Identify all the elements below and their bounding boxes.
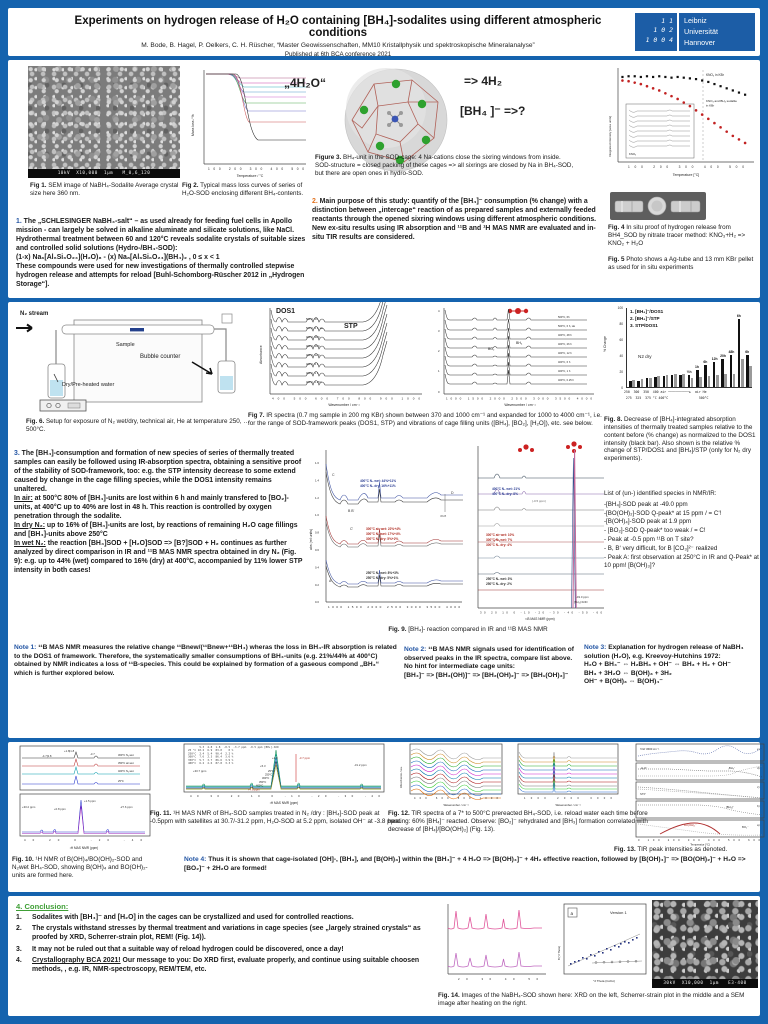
fig13-panel-b (636, 801, 764, 818)
fig14-box-a: a (570, 911, 574, 916)
svg-text:1.4: 1.4 (315, 478, 319, 483)
svg-text:0.4: 0.4 (315, 565, 319, 570)
fig7-dos1-label: DOS1 (276, 308, 296, 315)
in-wet-n2-label: In wet N₂: (14, 539, 46, 547)
fig2-caption: Fig 2. Typical mass loss curves of series of H₂O-SOD enclosing different BH₄-contents. (182, 182, 304, 197)
species-item: - Peak at -0.5 ppm ¹¹B on T site? (604, 535, 694, 543)
fig11-x-label: ¹H MAS NMR (ppm) (269, 801, 299, 805)
svg-text:BO(OH)₂⁻: BO(OH)₂⁻ (684, 823, 697, 827)
fig8-y-ticks: 100 80 60 40 20 0 (617, 306, 623, 390)
fig13-panel-c (636, 782, 764, 799)
fig11-peak-312: -31.2 ppm (354, 763, 367, 767)
svg-text:350°C air wet: 350°C air wet (118, 762, 134, 765)
fig7-high-x-label: Wavenumber / cm⁻¹ (504, 403, 536, 407)
logo-name-3: Hannover (684, 37, 716, 47)
fig2-x-ticks: 100 200 300 400 500 (208, 167, 304, 171)
fig9-letter-c: C (332, 473, 335, 477)
fig7-high-x-ticks: 1000 1500 2000 2500 3000 3500 4000 (446, 396, 592, 401)
fig5-photo (610, 192, 706, 220)
fig7-high-y-ticks (438, 309, 440, 394)
fig2-x-label: Temperature / °C (236, 174, 264, 178)
fig13-panel-a (636, 820, 764, 837)
svg-text:400°C, 1 h: 400°C, 1 h (558, 370, 571, 373)
svg-text:b): b) (757, 804, 760, 808)
fig9-letter-d: D (451, 491, 454, 495)
fig11-table-row: 25 °C 10.2 6.9 83.0 0 % (188, 748, 234, 753)
fig7-caption: Fig 7. IR spectra (0.7 mg sample in 200 mg KBr) shown between 370 and 1000 cm⁻¹ and expanded for 1000 to 4000 cm⁻¹, i.e. for the range of SOD-framework peaks (DOS1, STP) and vibrations of cage filling units ([BH₄], [BO₂], [H₂O]), etc. see below. (248, 412, 602, 427)
header-panel (8, 8, 760, 56)
section-1-number: 1. (16, 218, 22, 225)
fig4-caption: Fig. 4 In situ proof of hydrogen release from BH4_SOD by nitrate tracer method: KNO₃+H₂ => KNO₂ + H₂O (608, 224, 746, 247)
fig11-table-row: 250°C 2.4 5.4 90.4 2.2 % (188, 751, 234, 756)
svg-text:d): d) (757, 766, 760, 770)
fig13-panel-d (636, 763, 764, 780)
fig3-reaction-1: => 4H₂ (464, 74, 503, 88)
fig8-axis-row-1: 250 300 350 400 air ───────────► air He (624, 390, 707, 394)
fig14-sem-image (652, 900, 758, 988)
svg-text:4: 4 (438, 309, 440, 313)
fig14-scherrer-y-label: B (°2 Theta) (558, 946, 561, 960)
fig12-right-curves (519, 752, 617, 792)
fig12-left-x-label: Wavenumber / cm⁻¹ (443, 803, 469, 807)
fig14-scale-bar: 30kV X10,000 1μm E3-400 (652, 979, 758, 988)
fig8-y-label: % Change (602, 336, 607, 352)
fig8-n2dry-label: N2 dry (638, 354, 652, 359)
logo-bits-2: 1 0 2 (653, 26, 673, 35)
fig12-right-x-label: Wavenumber / cm⁻¹ (555, 803, 581, 807)
svg-text:400°C, 26 h: 400°C, 26 h (558, 343, 572, 346)
fig9-peak-3628: 3628 (440, 514, 447, 518)
fig8-axis-row-2: 275 325 375 °C 400°C 500°C (624, 396, 709, 400)
fig8-caption: Fig. 8. Decrease of [BH₄]-integrated absorption intensities of thermally treated samples relative to the content before (% change) as normalized to the DOS1 intensity (black bar). Also shown is the relative % change of STP/DOS1 and [BH₄]/STP (only for N₂ dry experiments). (604, 416, 756, 463)
fig1-scale-bar: 10kV X10,000 1μm M_0,6_120 (28, 169, 180, 178)
svg-text:500°C, 6h: 500°C, 6h (306, 318, 318, 321)
fig12-left-x-ticks: 400 600 800 1000 (414, 797, 498, 800)
fig13-panel-e (636, 744, 764, 761)
fig10-peak-15: +1.5 ppm (84, 799, 96, 803)
note-3-eq-1: H₂O + BH₄⁻ ⇔ H₂BH₃ + OH⁻ ⇔ BH₃ + H₂ + OH⁻ (584, 661, 731, 669)
svg-text:[BH₄]⁻: [BH₄]⁻ (726, 805, 735, 809)
svg-text:'OH' 3600 cm⁻¹: 'OH' 3600 cm⁻¹ (640, 747, 660, 751)
fig11-peak-37: -3.7 ppm (299, 756, 311, 760)
bubble-water-fill (220, 376, 233, 390)
note-1: Note 1: ¹¹B MAS NMR measures the relative change ¹¹Bnew/(¹¹Bnew+¹¹BH₄) wheras the loss in BH₄-IR absorption is related to the DOS1 of framework. Therefore, the systematically smaller consumptions of BH₄-units (e.g. 21%/44% at 400°C) obtained by NMR indicates a loss of ¹¹B-species. This could be explained by formation of a gaseous compond „BH₃“ which is further explored below. (14, 644, 397, 677)
section-1-formula: (1-x) Na₆[Al₆Si₆O₂₄](H₂O)₈ - (x) Na₈[Al₆Si₆O₂₄](BH₄)₂ , 0 ≤ x < 1 (16, 253, 220, 261)
species-item: -[BH₄]-SOD peak at -49.0 ppm (604, 500, 688, 508)
bo2-molecule-icon (518, 444, 534, 452)
svg-text:„H₂O“: „H₂O“ (640, 766, 648, 770)
logo-name-1: Leibniz (684, 16, 707, 25)
logo-bits-1: 1 1 (661, 17, 673, 25)
fig11-peak-53: +5.3 (260, 764, 266, 768)
fig9-nmr-400-dry: 400°C N₂ dry: 8% (492, 492, 518, 496)
fig11-nmr-plot (160, 742, 395, 806)
section-3: 3. The [BH₄]-consumption and formation of new species of series of thermally treated samples can easily be followed using IR-absorption spectra, obtaining a sensitive proof of the stability of SOD-framework, too: e.g. the STP intensity decrease to some extend caused by change in the cage filling species, while the DOS1 intensity remains unaltered. In air: at 500°C 80% of [BH₄]-units are lost within 6 h and mainly transfered to [BO₂]-units, at 400°C up to 40% are lost in 48 h. This reaction is controlled by oxygen penetration through the sodalite. In dry N₂: up to 16% of [BH₄]-units are lost, by reactions of remaining H₂O cage fillings and [BH₄]-units above 250°C In wet N₂: the reaction [BH₄]SOD + [H₂O]SOD => [B?]SOD + H₂ continues as further analyzed by direct comparison in IR and ¹¹B MAS NMR spectra obtained in dry N₂ (Fig. 9): e.g. up to 44% (wet) compared to 16% (dry) at 400°C, accompanied by 11% lower STP intensity in both cases! (14, 450, 303, 574)
fig9-caption: Fig. 9. [BH₄]- reaction compared in IR and ¹¹B MAS NMR (388, 626, 548, 633)
fig9-annot-250-wet: 250°C N₂ wet: 8%+3% (366, 571, 399, 575)
poster-authors: M. Bode, B. Hagel, P. Oelkers, C. H. Rüscher, “Master Geowissenschaften, MM10 Kristallphysik und spektroskopische Mineralanalyse” (141, 42, 535, 49)
svg-text:400°C, 0.25 h: 400°C, 0.25 h (306, 381, 322, 384)
poster-title: Experiments on hydrogen release of H₂O containing [BH₄]-sodalites using different atmospheric conditions (74, 15, 602, 39)
fig7-low-x-label: Wavenumber / cm⁻¹ (328, 403, 360, 407)
fig10-peak-08: +0.8 ppm (54, 807, 66, 811)
fig7-low-x-ticks: 400 500 600 700 800 900 1000 (272, 396, 420, 401)
svg-text:BO₂⁻: BO₂⁻ (742, 825, 749, 829)
fig12-y-label: Absorbance / a.u. (399, 766, 403, 788)
svg-text:25°C: 25°C (268, 770, 274, 773)
fig9-nmr-peak-49-label: [BH₄]-SOD (574, 600, 588, 604)
species-item: - Peak A: first observation at 250°C in IR and Q-Peak* at 10 ppm! [B(OH)₃]? (604, 553, 759, 570)
fig11-caption: Fig. 11. ¹H MAS NMR of BH₄-SOD samples treated in N₂ /dry : [BH₄]-SOD peak at -0.5ppm with satellites at 30.7/-31.2 ppm, H₂O-SOD at 5.2 ppm, isolated OH⁻ at -3.8 ppm. (150, 810, 402, 825)
species-item: -[B(OH)₄]-SOD peak at 1.9 ppm (604, 518, 692, 526)
fig9-annot-300-air: 300°C air wet: 22%+4% (366, 527, 401, 531)
leibniz-university-logo (679, 13, 755, 51)
svg-text:0: 0 (438, 390, 440, 394)
fig3-caption: Figure 3. BH₄-unit in the SOD-cage: 4 Na-cations close the sixring windows from inside. SOD-structure = closed packing of these cages => all sixrings are closed by Na in BH₄-SOD, but there are open ones in hydro-SOD. (315, 154, 574, 177)
header-text (58, 15, 618, 58)
svg-text:c): c) (757, 785, 760, 789)
fig9-letter-a: A (329, 579, 332, 583)
section-1: 1. The „SCHLESINGER NaBH₄-salt“ – as used already for feeding fuel cells in Apollo mission - can largely be solved in alkaline aluminate and silicate solutions, like NaCl. Hydrothermal treatment between 60 and 120°C reveals sodalite crystals of suitable sizes and controlled solid solutions (Hydro-/BH₄-SOD): (1-x) Na₆[Al₆Si₆O₂₄](H₂O)₈ - (x) Na₈[Al₆Si₆O₂₄](BH₄)₂ , 0 ≤ x < 1 These compounds were used for new investigations of thermally controlled stepwise hydrogen release and attempts for reload [Buhl-Schomborg-Rüscher 2012 in „Hydrogen Storage“]. (16, 218, 306, 288)
fig6-caption: Fig. 6. Setup for exposure of N₂ wet/dry, technical air, He at temperature 250, … 500°C. (26, 418, 250, 433)
note-3: Note 3: Explanation for hydrogen release of NaBH₄ solution (H₂O), e.g. Kreevoy-Hutchins 1972: H₂O + BH₄⁻ ⇔ H₂BH₃ + OH⁻ ⇔ BH₃ + H₂ + OH⁻ BH₃ + 3H₂O ⇔ B(OH)₃ + 3H₂ OH⁻ + B(OH)₃ ⇔ B(OH)₄⁻ (584, 644, 744, 686)
note-1-label: Note 1: (14, 644, 37, 651)
logo-bits-3: 1 0 0 4 (645, 35, 673, 44)
svg-text:1.2: 1.2 (315, 495, 319, 500)
fig1-sem-image (28, 66, 180, 178)
conclusion (16, 902, 436, 978)
fig11-table-row: 400°C 6.2 2.6 87.8 3.3 % (188, 761, 234, 765)
fig4-inset-label: KNO₃ (629, 152, 637, 156)
fig9-nmr-300-wet: 300°C N₂ wet: 7% (486, 538, 513, 542)
svg-text:0.0: 0.0 (315, 600, 319, 604)
species-list (604, 490, 760, 571)
fig14-xrd-x-ticks: 20 30 40 50 (458, 977, 538, 981)
fig10-peak-276: -27.6 ppm (120, 805, 133, 809)
svg-text:a): a) (757, 823, 760, 827)
fig9-annot-400-dry: 400°C N₂ dry: 16%+11% (360, 484, 396, 488)
fig10-peak-1: -4.7|3.8 (42, 754, 52, 758)
fig9-ir-x-ticks: 1000 1500 2000 2500 3000 3500 4000 (328, 605, 461, 609)
fig11-peak-18: +1.8 (272, 756, 278, 760)
fig8-legend: 1. [BH₄]⁻/DOS1 2. [BH₄]⁻/STP 3. STP/DOS1 (630, 309, 664, 328)
fig11-table-row: 350°C 5.7 3.7 86.6 3.9 % (188, 757, 234, 762)
fig12-right-x-ticks: 1000 2000 3000 (524, 797, 612, 800)
section-2: 2. Main purpose of this study: quantify of the [BH₄]⁻ consumption (% change) with a distinction between „intercage“ reaction of as prepared samples and externally feeded reactants through the opened sixring windows using different atmospheric conditions. New ex-situ results using IR absorption and ¹¹B and ¹H MAS NMR are evaluated and in-situ TIR results are considered. (312, 198, 597, 241)
conclusion-item-4: 4. Crystallography BCA 2021! Our message to you: Do XRD first, evaluate properly, and continue using suitable choosen methods, , e.g. IR, NMR-spectroscopy, REM/TEM, etc. (16, 957, 420, 974)
fig7-high-curve-labels (558, 315, 576, 382)
fig14-scherrer-plot (554, 900, 650, 988)
in-air-label: In air: (14, 494, 33, 502)
note-2: Note 2: ¹¹B MAS NMR signals used for identification of observed peaks in the IR spectra, compare list above. No hint for intermediate cage units: [BH₄]⁻ => [BH₃(OH)]⁻ => [BH₂(OH)₂]⁻ => [BH₁(OH)₃]⁻ (404, 646, 574, 679)
note-3-eq-3: OH⁻ + B(OH)₃ ⇔ B(OH)₄⁻ (584, 678, 663, 686)
conclusion-item-4-lead: Crystallography BCA 2021! (32, 957, 121, 965)
species-item: -[BO(OH)₂]-SOD Q-peak* at 15 ppm / = C‘! (604, 509, 722, 517)
section-2-number: 2. (312, 198, 318, 205)
fig9-ir-y-ticks (315, 461, 319, 604)
svg-text:300°C N₂ wet: 300°C N₂ wet (118, 754, 134, 757)
svg-text:400°C, 6 h: 400°C, 6 h (558, 361, 571, 364)
fig8-bars: ½h 1h 6h 12h 20h 48h 6h 6h (626, 308, 752, 388)
conclusion-item-1: 1. Sodalites with [BH₄]⁻ and [H₂O] in the cages can be crystallized and used for controlled reactions. (16, 914, 354, 921)
fig10-peak-0: +1.8|1.8 (64, 749, 75, 753)
svg-text:400°C, 6 h: 400°C, 6 h (306, 363, 319, 366)
fig4-legend-1: KNO₃ in KBr (706, 73, 724, 77)
fig9-nmr-panel (470, 438, 610, 624)
n2-inlet-arrow-icon (16, 325, 32, 332)
svg-text:400°C: 400°C (256, 784, 264, 788)
fig14-xrd-plot (438, 900, 550, 988)
note-4-label: Note 4: (184, 856, 207, 863)
species-item: - B, B‘ very difficult, for B [CO₃]²⁻ realized (604, 544, 718, 552)
fig12-tir-spectra (396, 742, 621, 808)
in-dry-n2-label: In dry N₂: (14, 521, 46, 529)
fig11-x-ticks: 40 30 20 10 0 -10 -20 -30 -40 (190, 794, 380, 798)
note-2-label: Note 2: (404, 646, 427, 653)
svg-text:400°C, 48 h: 400°C, 48 h (306, 336, 320, 339)
fig11-peak-48: +4.8 ppm (248, 787, 260, 792)
fig9-annot-250-dry: 250°C N₂ dry: 5%+1% (366, 576, 399, 580)
svg-text:25°C: 25°C (118, 780, 124, 783)
fig10-caption: Fig. 10. ¹H NMR of B(OH)₄/BO(OH)₂-SOD and N₂wet BH₄-SOD, showing B(OH)₄ and BO(OH)₂-units are formed here. (12, 856, 148, 879)
fig9-letter-bb: B B' (348, 509, 355, 513)
fig3-water-label: „4H₂O“ (284, 76, 327, 90)
middle-band-panel (8, 302, 760, 738)
fig11-table-row: 300°C 7.6 2.3 86.4 3.6 % (188, 754, 234, 759)
fig2-y-label: Mass loss / % (191, 114, 195, 136)
svg-text:1.0: 1.0 (315, 513, 319, 518)
fig10-peak-302: +30.2 ppm (22, 805, 36, 809)
bh4-molecule-icon (566, 441, 582, 453)
fig1-caption: Fig 1. SEM image of NaBH₄-Sodalite Average crystal size here 360 nm. (30, 182, 179, 197)
fig12-caption: Fig. 12. TIR spectra of a 7* to 500°C prereacted BH₄-SOD, i.e. reload water each time before heating: 60% [BH₄]⁻ reacted. Observe: [BO₂]⁻ rehydrated and [BH₃] formation correlated with decrease of [BH₄]/[BO(OH)₂] (Fig. 13). (388, 810, 648, 833)
svg-text:500°C, 6 h, He: 500°C, 6 h, He (558, 325, 576, 328)
svg-text:400°C, 0.25 h: 400°C, 0.25 h (558, 379, 574, 382)
fig9-nmr-x-label: ¹¹B MAS NMR (ppm) (525, 617, 555, 621)
note-2-formula: [BH₄]⁻ => [BH₃(OH)]⁻ => [BH₂(OH)₂]⁻ => [BH₁(OH)₃]⁻ (404, 671, 569, 679)
fig13-tir-intensities (620, 742, 768, 846)
fig9-nmr-x-ticks: 30 20 10 0 -10 -20 -30 -40 -50 -60 (480, 610, 602, 615)
svg-text:1.6: 1.6 (315, 461, 319, 465)
svg-text:350°C: 350°C (259, 780, 267, 784)
svg-text:300°C: 300°C (262, 777, 270, 781)
note-3-eq-2: BH₃ + 3H₂O ⇔ B(OH)₃ + 3H₂ (584, 669, 672, 677)
svg-text:500°C, 6h: 500°C, 6h (558, 316, 570, 319)
fig6-n2-stream-label: N₂ stream (20, 311, 49, 317)
fig9-nmr-300-air: 300°C air wet: 10% (486, 533, 515, 537)
logo-name-2: Universität (684, 26, 718, 36)
fig10-nmr-plot (12, 744, 152, 854)
sample-mark (130, 328, 144, 331)
species-item: - [BO₂]-SOD Q-peak* too weak / = C! (604, 527, 706, 535)
svg-text:400°C, 12 h: 400°C, 12 h (558, 352, 572, 355)
fig9-annot-400-wet: 400°C N₂ wet: 44%+11% (360, 479, 397, 483)
svg-text:400°C, 1 h: 400°C, 1 h (306, 372, 319, 375)
poster-published: Published at 6th BCA conference 2021 (284, 51, 392, 58)
section-3-number: 3. (14, 450, 20, 457)
xrd-trace-1 (448, 910, 542, 929)
fig4-legend-2a: KNO₃ and BH₄ sodalite (706, 99, 737, 103)
fig4-y-label: Integrated intensity [area units] (608, 115, 612, 157)
fig9-nmr-peak-49: -49.0 ppm (576, 595, 589, 599)
fig14-version-label: Version 1 (610, 910, 627, 915)
fig4-legend-2b: in KBr (706, 103, 715, 108)
top-band-panel (8, 60, 760, 298)
svg-text:400°C, 48 h: 400°C, 48 h (558, 334, 572, 337)
valve (222, 314, 232, 323)
svg-text:400°C, 12 h: 400°C, 12 h (306, 354, 320, 357)
conclusion-item-2: 2. The crystals withstand stresses by thermal treatment and variations in cage species (see „largely strained crystals“ as proofed by XRD, Scherrer-strain plot, REM! (Fig. 14)). (16, 925, 421, 942)
fig10-top-labels (118, 753, 134, 783)
svg-text:1: 1 (438, 369, 440, 373)
fig7-bo2-label: BO₂ (488, 347, 495, 351)
fig11-table-row: 5.3 4.8 1.8 -0.5 -3.7 ppm -0.5 ppm [BH₄]-SOD (188, 745, 279, 749)
conclusion-item-3: 3. It may not be ruled out that a suitable way of reload hydrogen could be discovered, once a day! (16, 945, 344, 953)
leibniz-binary-logo-icon (635, 13, 677, 51)
fig14-scherrer-x-label: °2 Theta (CoKα) (593, 979, 615, 983)
fig13-caption: Fig. 13. TIR peak intensities as denoted. (614, 846, 728, 853)
fig3-reaction-2: [BH₄ ]⁻ =>? (460, 104, 526, 118)
conclusion-heading: 4. Conclusion: (16, 902, 69, 911)
note-4: Note 4: Thus it is shown that cage-isolated [OH]-, [BH₃], and [B(OH)₃] within the [BH₄]⁻ + 4 H₂O => [B(OH)₄]⁻ + 4H₂ effective reaction, followed by [B(OH)₄]⁻ => [BO(OH)₂]⁻ + H₂O => [BO₂]⁻ + 2H₂O are formed! (184, 856, 746, 872)
species-heading: List of (un-) identified species in NMR/IR: (604, 490, 717, 497)
fig7-stp-label: STP (344, 323, 358, 330)
fig11-peak-307: +30.7 ppm (193, 769, 207, 773)
fig9-annot-300-dry: 300°C N₂ dry: 5%+2% (366, 537, 399, 541)
fig6-water-label: Dry/Pre-heated water (62, 382, 115, 388)
svg-text:STP: STP (640, 792, 646, 796)
xrd-trace-2 (448, 952, 542, 967)
fig6-bubble-counter-label: Bubble counter (140, 354, 181, 360)
lower-band-panel (8, 742, 760, 892)
svg-text:0.8: 0.8 (315, 530, 319, 535)
fig9-nmr-300-dry: 300°C N₂ dry: 4% (486, 543, 512, 547)
fig13-x-label: Temperatur [°C] (690, 842, 710, 846)
fig8-bar-chart (602, 302, 758, 414)
fig9-nmr-peak-05: (-0.5 ppm) (532, 499, 546, 503)
bh3-molecule-icon (508, 308, 528, 314)
fig5-caption: Fig. 5 Photo shows a Ag-tube and 13 mm KBr pellet as used for in situ experiments (608, 256, 754, 271)
fig4-insitu-chart (606, 62, 758, 190)
fig10-x-ticks: 40 20 0 -20 -40 (24, 838, 142, 842)
svg-text:2: 2 (438, 349, 440, 353)
fig10-x-label: ¹H MAS NMR (ppm) (69, 846, 99, 850)
svg-text:3: 3 (438, 329, 440, 333)
fig7-ir-panel-high (432, 302, 600, 408)
fig9-ir-panel (308, 442, 466, 624)
fig4-x-label: Temperature [°C] (672, 173, 700, 177)
svg-text:250°C: 250°C (265, 773, 273, 777)
svg-text:400°C, 26 h: 400°C, 26 h (306, 345, 320, 348)
fig9-letter-cp: C' (350, 527, 354, 531)
svg-text:400°C N₂ wet: 400°C N₂ wet (118, 770, 134, 773)
fig12-left-curves (411, 749, 501, 800)
fig10-peak-2: -3.7 (90, 752, 95, 756)
fig6-sample-label: Sample (116, 342, 135, 348)
fig9-nmr-250-dry: 250°C N₂ dry: 2% (486, 582, 512, 586)
fig9-nmr-250-wet: 250°C N₂ wet: 3% (486, 577, 513, 581)
svg-text:0.6: 0.6 (315, 548, 319, 552)
svg-text:500°C, 6 h, He: 500°C, 6 h, He (306, 327, 324, 330)
conclusion-panel (8, 896, 760, 1016)
fig7-ir-panel-low (256, 302, 428, 408)
svg-text:e): e) (757, 747, 760, 751)
fig6-setup-diagram (12, 306, 254, 414)
fig7-bh4-label: BH₄ (516, 341, 523, 345)
fig9-annot-300-wet: 300°C N₂ wet: 17%+4% (366, 532, 401, 536)
fig9-nmr-400-wet: 400°C N₂ wet: 21% (492, 487, 521, 491)
fig14-caption: Fig. 14. Images of the NaBH₄-SOD shown here: XRD on the left, Scherrer-strain plot in the middle and a SEM image after heating on the right. (438, 992, 745, 1007)
fig7-low-y-label: Absorbance (259, 345, 263, 364)
fig7-low-curve-labels (306, 317, 324, 384)
fig9-ir-y-label: abs (rel units) (309, 528, 313, 550)
fig4-x-ticks: 100 200 300 400 500 (628, 165, 744, 169)
svg-text:„BH₃“: „BH₃“ (728, 766, 735, 770)
fig13-x-ticks: 0 100 200 300 400 500 600 (638, 839, 760, 842)
note-3-label: Note 3: (584, 644, 607, 651)
svg-text:0.2: 0.2 (315, 582, 319, 587)
